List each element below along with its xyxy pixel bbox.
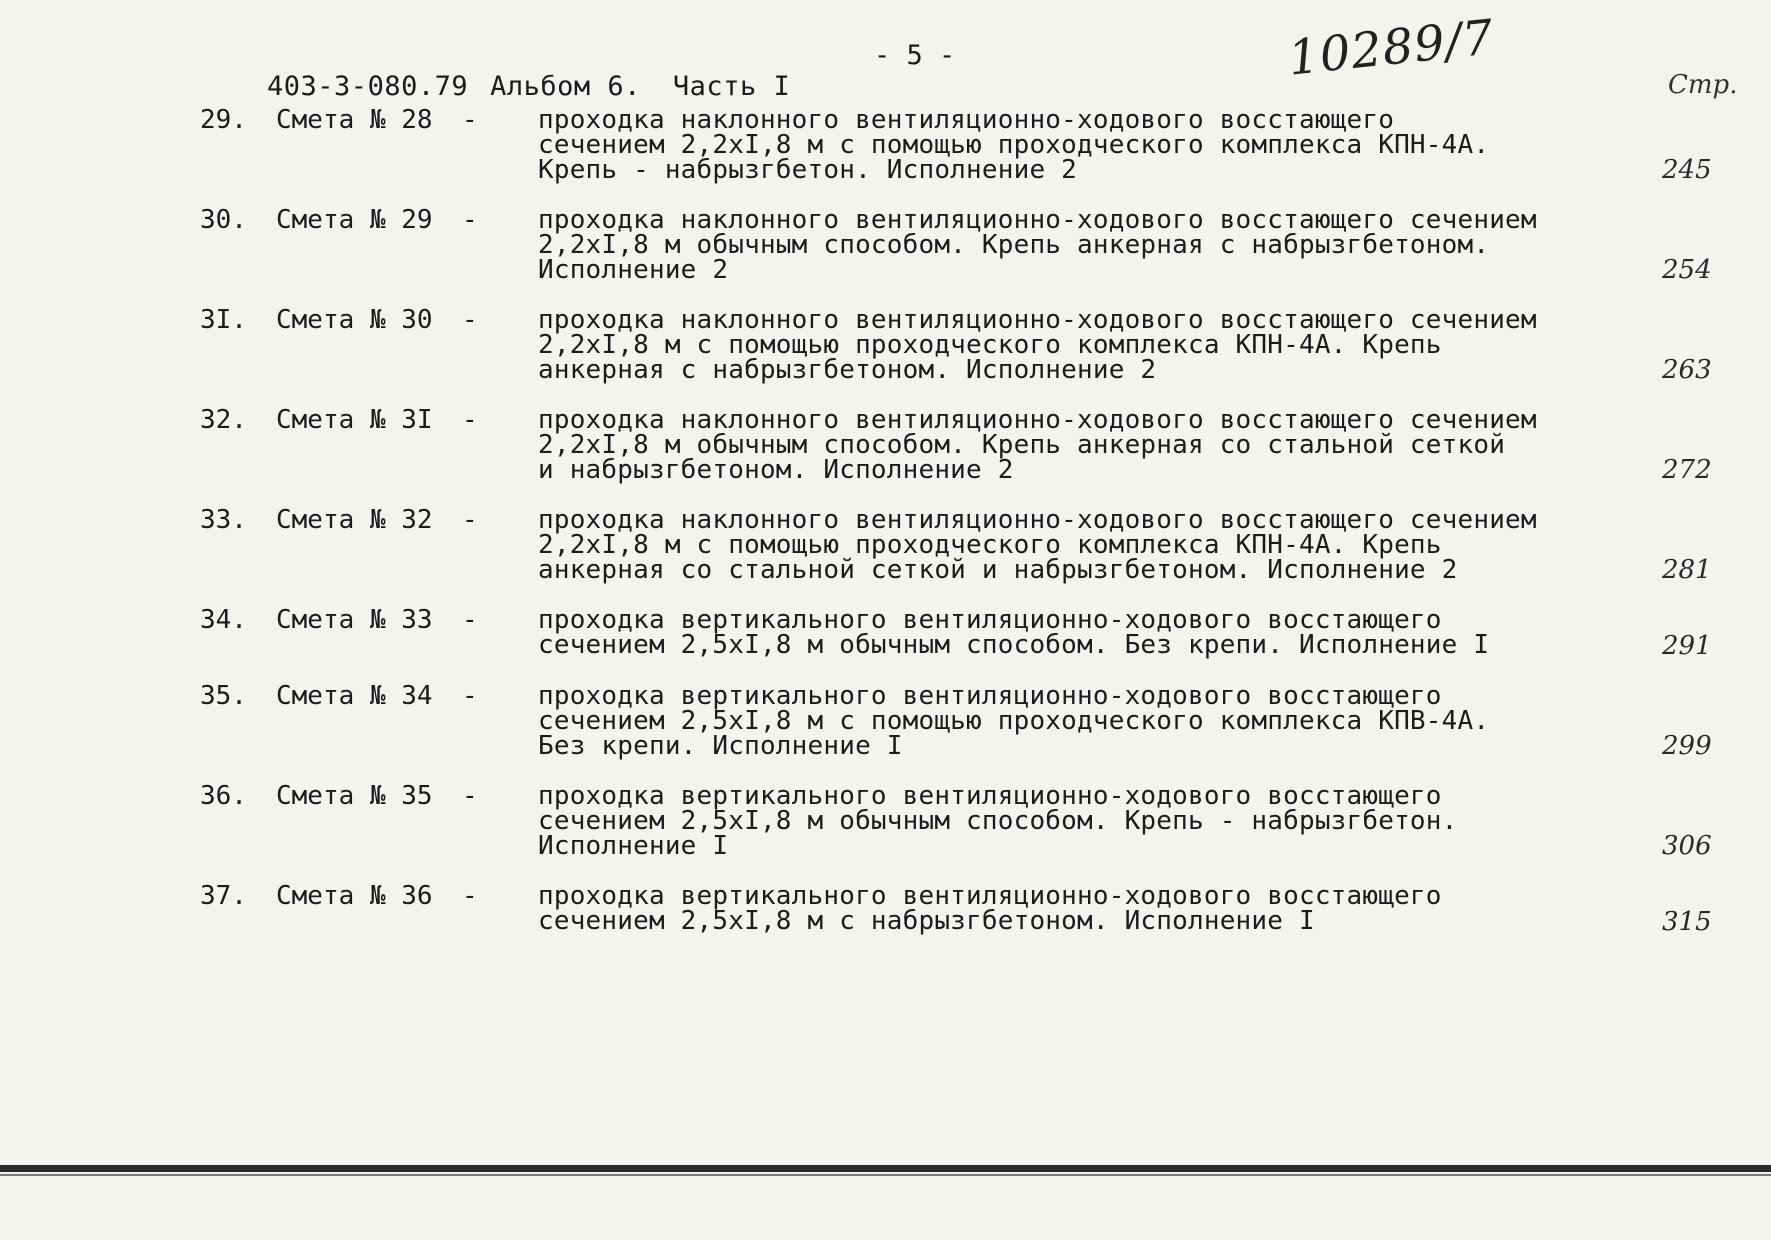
entry-description xyxy=(538,605,1548,660)
entry-description xyxy=(538,305,1548,385)
part-label: Часть I xyxy=(672,71,791,102)
entry-estimate-label: Смета № 29 xyxy=(276,205,433,235)
entry-estimate-label: Смета № 36 xyxy=(276,881,433,911)
entry-page-number: 272 xyxy=(1662,455,1712,485)
bottom-frame-line xyxy=(0,1165,1771,1172)
entry-number: 29. xyxy=(200,105,247,135)
description-line: анкерная со стальной сеткой и набрызгбетоном. Исполнение 2 xyxy=(538,555,1458,585)
entry-description xyxy=(538,105,1548,185)
description-line: проходка наклонного вентиляционно-ходового восстающего xyxy=(538,105,1395,135)
entry-description xyxy=(538,505,1548,585)
description-line: и набрызгбетоном. Исполнение 2 xyxy=(538,455,1014,485)
entry-dash: - xyxy=(462,881,478,911)
page-column-heading: Стр. xyxy=(1668,70,1738,100)
description-line: сечением 2,2хI,8 м с помощью проходческого комплекса КПН-4А. xyxy=(538,130,1490,160)
description-line: проходка наклонного вентиляционно-ходового восстающего сечением xyxy=(538,205,1537,235)
entry-number: 35. xyxy=(200,681,247,711)
entry-dash: - xyxy=(462,305,478,335)
description-line: Исполнение I xyxy=(538,831,729,861)
description-line: Исполнение 2 xyxy=(538,255,729,285)
entry-number: 34. xyxy=(200,605,247,635)
entry-estimate-label: Смета № 35 xyxy=(276,781,433,811)
description-line: анкерная с набрызгбетоном. Исполнение 2 xyxy=(538,355,1157,385)
entry-number: 37. xyxy=(200,881,247,911)
description-line: проходка вертикального вентиляционно-ходового восстающего xyxy=(538,781,1442,811)
entry-description xyxy=(538,781,1548,861)
entry-estimate-label: Смета № 30 xyxy=(276,305,433,335)
description-line: сечением 2,5хI,8 м обычным способом. Крепь - набрызгбетон. xyxy=(538,806,1458,836)
entry-dash: - xyxy=(462,405,478,435)
entry-page-number: 291 xyxy=(1662,631,1712,661)
entry-dash: - xyxy=(462,605,478,635)
entry-dash: - xyxy=(462,781,478,811)
entry-estimate-label: Смета № 28 xyxy=(276,105,433,135)
entry-description xyxy=(538,405,1548,485)
entry-estimate-label: Смета № 34 xyxy=(276,681,433,711)
description-line: 2,2хI,8 м с помощью проходческого комплекса КПН-4А. Крепь xyxy=(538,530,1442,560)
entry-estimate-label: Смета № 33 xyxy=(276,605,433,635)
description-line: 2,2хI,8 м с помощью проходческого комплекса КПН-4А. Крепь xyxy=(538,330,1442,360)
entry-dash: - xyxy=(462,681,478,711)
description-line: проходка вертикального вентиляционно-ходового восстающего xyxy=(538,605,1442,635)
entry-number: 33. xyxy=(200,505,247,535)
entry-number: 3I. xyxy=(200,305,247,335)
entry-page-number: 254 xyxy=(1662,255,1712,285)
page-number: - 5 - xyxy=(874,40,956,71)
entry-number: 30. xyxy=(200,205,247,235)
description-line: сечением 2,5хI,8 м с набрызгбетоном. Исполнение I xyxy=(538,906,1315,936)
description-line: Крепь - набрызгбетон. Исполнение 2 xyxy=(538,155,1078,185)
entry-page-number: 315 xyxy=(1662,907,1712,937)
entry-description xyxy=(538,881,1548,936)
description-line: 2,2хI,8 м обычным способом. Крепь анкерная с набрызгбетоном. xyxy=(538,230,1490,260)
entry-description xyxy=(538,205,1548,285)
description-line: 2,2хI,8 м обычным способом. Крепь анкерная со стальной сеткой xyxy=(538,430,1506,460)
description-line: проходка наклонного вентиляционно-ходового восстающего сечением xyxy=(538,305,1537,335)
entry-dash: - xyxy=(462,105,478,135)
entry-estimate-label: Смета № 32 xyxy=(276,505,433,535)
description-line: проходка наклонного вентиляционно-ходового восстающего сечением xyxy=(538,405,1537,435)
entry-page-number: 281 xyxy=(1662,555,1712,585)
description-line: проходка вертикального вентиляционно-ходового восстающего xyxy=(538,881,1442,911)
bottom-frame-line-thin xyxy=(0,1174,1771,1176)
entry-page-number: 299 xyxy=(1662,731,1712,761)
entry-description xyxy=(538,681,1548,761)
document-code: 403-3-080.79 xyxy=(267,71,469,102)
description-line: проходка вертикального вентиляционно-ходового восстающего xyxy=(538,681,1442,711)
entry-page-number: 306 xyxy=(1662,831,1712,861)
entry-dash: - xyxy=(462,505,478,535)
entry-page-number: 245 xyxy=(1662,155,1712,185)
album-label: Альбом 6. xyxy=(490,71,641,102)
description-line: Без крепи. Исполнение I xyxy=(538,731,903,761)
entry-number: 36. xyxy=(200,781,247,811)
entry-page-number: 263 xyxy=(1662,355,1712,385)
archive-number: 10289/7 xyxy=(1285,9,1497,87)
description-line: сечением 2,5хI,8 м с помощью проходческого комплекса КПВ-4А. xyxy=(538,706,1490,736)
entry-dash: - xyxy=(462,205,478,235)
entry-estimate-label: Смета № 3I xyxy=(276,405,433,435)
description-line: проходка наклонного вентиляционно-ходового восстающего сечением xyxy=(538,505,1537,535)
entry-number: 32. xyxy=(200,405,247,435)
description-line: сечением 2,5хI,8 м обычным способом. Без крепи. Исполнение I xyxy=(538,630,1490,660)
